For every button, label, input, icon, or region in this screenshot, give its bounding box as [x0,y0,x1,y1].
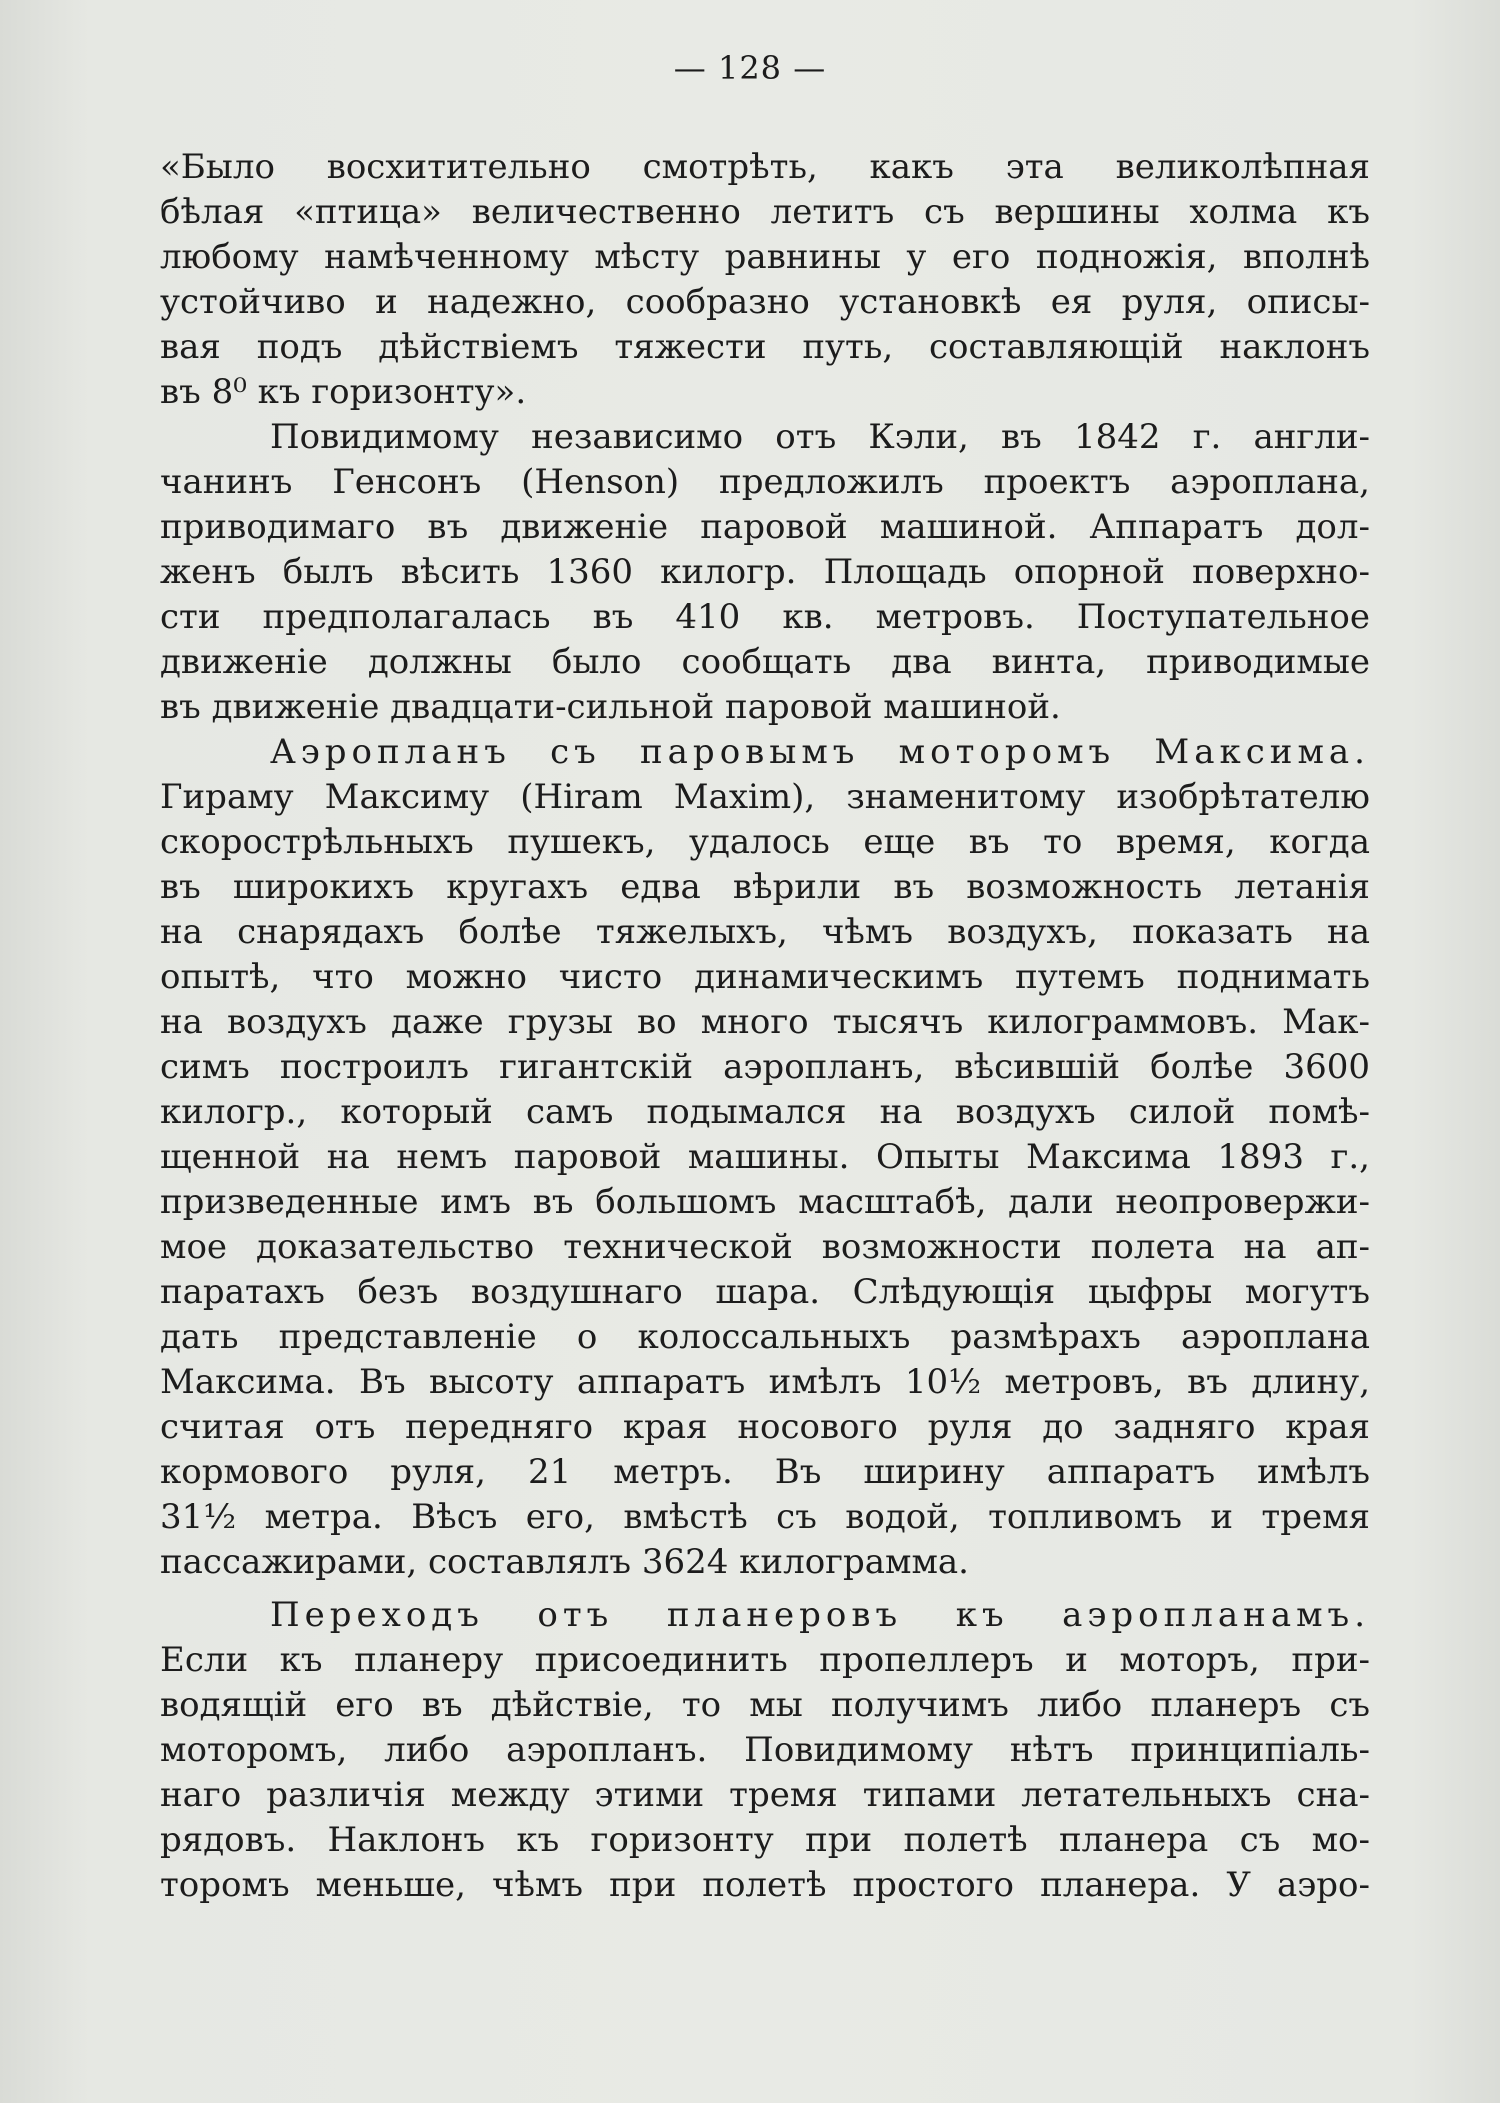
paragraph-gap [160,1585,1370,1593]
text-line: въ широкихъ кругахъ едва вѣрили въ возможность летанія [160,867,1370,907]
text-line: сти предполагалась въ 410 кв. метровъ. Поступательное [160,597,1370,637]
text-line: паратахъ безъ воздушнаго шара. Слѣдующія цыфры могутъ [160,1272,1370,1312]
text-line: мое доказательство технической возможности полета на ап- [160,1227,1370,1267]
text-line: килогр., который самъ подымался на воздухъ силой помѣ- [160,1092,1370,1132]
text-line: на снарядахъ болѣе тяжелыхъ, чѣмъ воздухъ, показать на [160,912,1370,952]
text-line: рядовъ. Наклонъ къ горизонту при полетѣ планера съ мо- [160,1820,1370,1860]
text-line: вая подъ дѣйствіемъ тяжести путь, составляющій наклонъ [160,327,1370,367]
text-line: на воздухъ даже грузы во много тысячъ килограммовъ. Мак- [160,1002,1370,1042]
text-line: движеніе должны было сообщать два винта, приводимые [160,642,1370,682]
text-line: кормового руля, 21 метръ. Въ ширину аппаратъ имѣлъ [160,1452,1370,1492]
text-line: дать представленіе о колоссальныхъ размѣрахъ аэроплана [160,1317,1370,1357]
text-line: скорострѣльныхъ пушекъ, удалось еще въ то время, когда [160,822,1370,862]
text-line: призведенные имъ въ большомъ масштабѣ, дали неопровержи- [160,1182,1370,1222]
body-text [160,145,1370,1908]
text-line: женъ былъ вѣсить 1360 килогр. Площадь опорной поверхно- [160,552,1370,592]
text-line: щенной на немъ паровой машины. Опыты Максима 1893 г., [160,1137,1370,1177]
text-line: считая отъ передняго края носового руля до задняго края [160,1407,1370,1447]
text-line: бѣлая «птица» величественно летитъ съ вершины холма къ [160,192,1370,232]
text-line: пассажирами, составлялъ 3624 килограмма. [160,1542,969,1582]
text-line: «Было восхитительно смотрѣть, какъ эта великолѣпная [160,147,1370,187]
text-line: симъ построилъ гигантскій аэропланъ, вѣсившій болѣе 3600 [160,1047,1370,1087]
text-line: торомъ меньше, чѣмъ при полетѣ простого планера. У аэро- [160,1865,1370,1905]
text-line: водящій его въ дѣйствіе, то мы получимъ либо планеръ съ [160,1685,1370,1725]
text-line: въ 8⁰ къ горизонту». [160,372,527,412]
text-line: опытѣ, что можно чисто динамическимъ путемъ поднимать [160,957,1370,997]
text-line: въ движеніе двадцати-сильной паровой машиной. [160,687,1061,727]
text-line: моторомъ, либо аэропланъ. Повидимому нѣтъ принципіаль- [160,1730,1370,1770]
text-line: любому намѣченному мѣсту равнины у его подножія, вполнѣ [160,237,1370,277]
text-line: Максима. Въ высоту аппаратъ имѣлъ 10½ метровъ, въ длину, [160,1362,1370,1402]
text-line: Повидимому независимо отъ Кэли, въ 1842 г. англи- [270,417,1370,457]
section-heading-transition: Переходъ отъ планеровъ къ аэропланамъ. [270,1595,1370,1635]
text-line: приводимаго въ движеніе паровой машиной. Аппаратъ дол- [160,507,1370,547]
page-number: — 128 — [673,49,827,87]
text-line: 31½ метра. Вѣсъ его, вмѣстѣ съ водой, топливомъ и тремя [160,1497,1370,1537]
text-line: чанинъ Генсонъ (Henson) предложилъ проектъ аэроплана, [160,462,1370,502]
text-line: наго различія между этими тремя типами летательныхъ сна- [160,1775,1370,1815]
text-line: Если къ планеру присоединить пропеллеръ и моторъ, при- [160,1640,1370,1680]
section-heading-maxim: Аэропланъ съ паровымъ моторомъ Максима. [270,732,1370,772]
text-line: устойчиво и надежно, сообразно установкѣ ея руля, описы- [160,282,1370,322]
text-line: Гираму Максиму (Hiram Maxim), знаменитому изобрѣтателю [160,777,1370,817]
